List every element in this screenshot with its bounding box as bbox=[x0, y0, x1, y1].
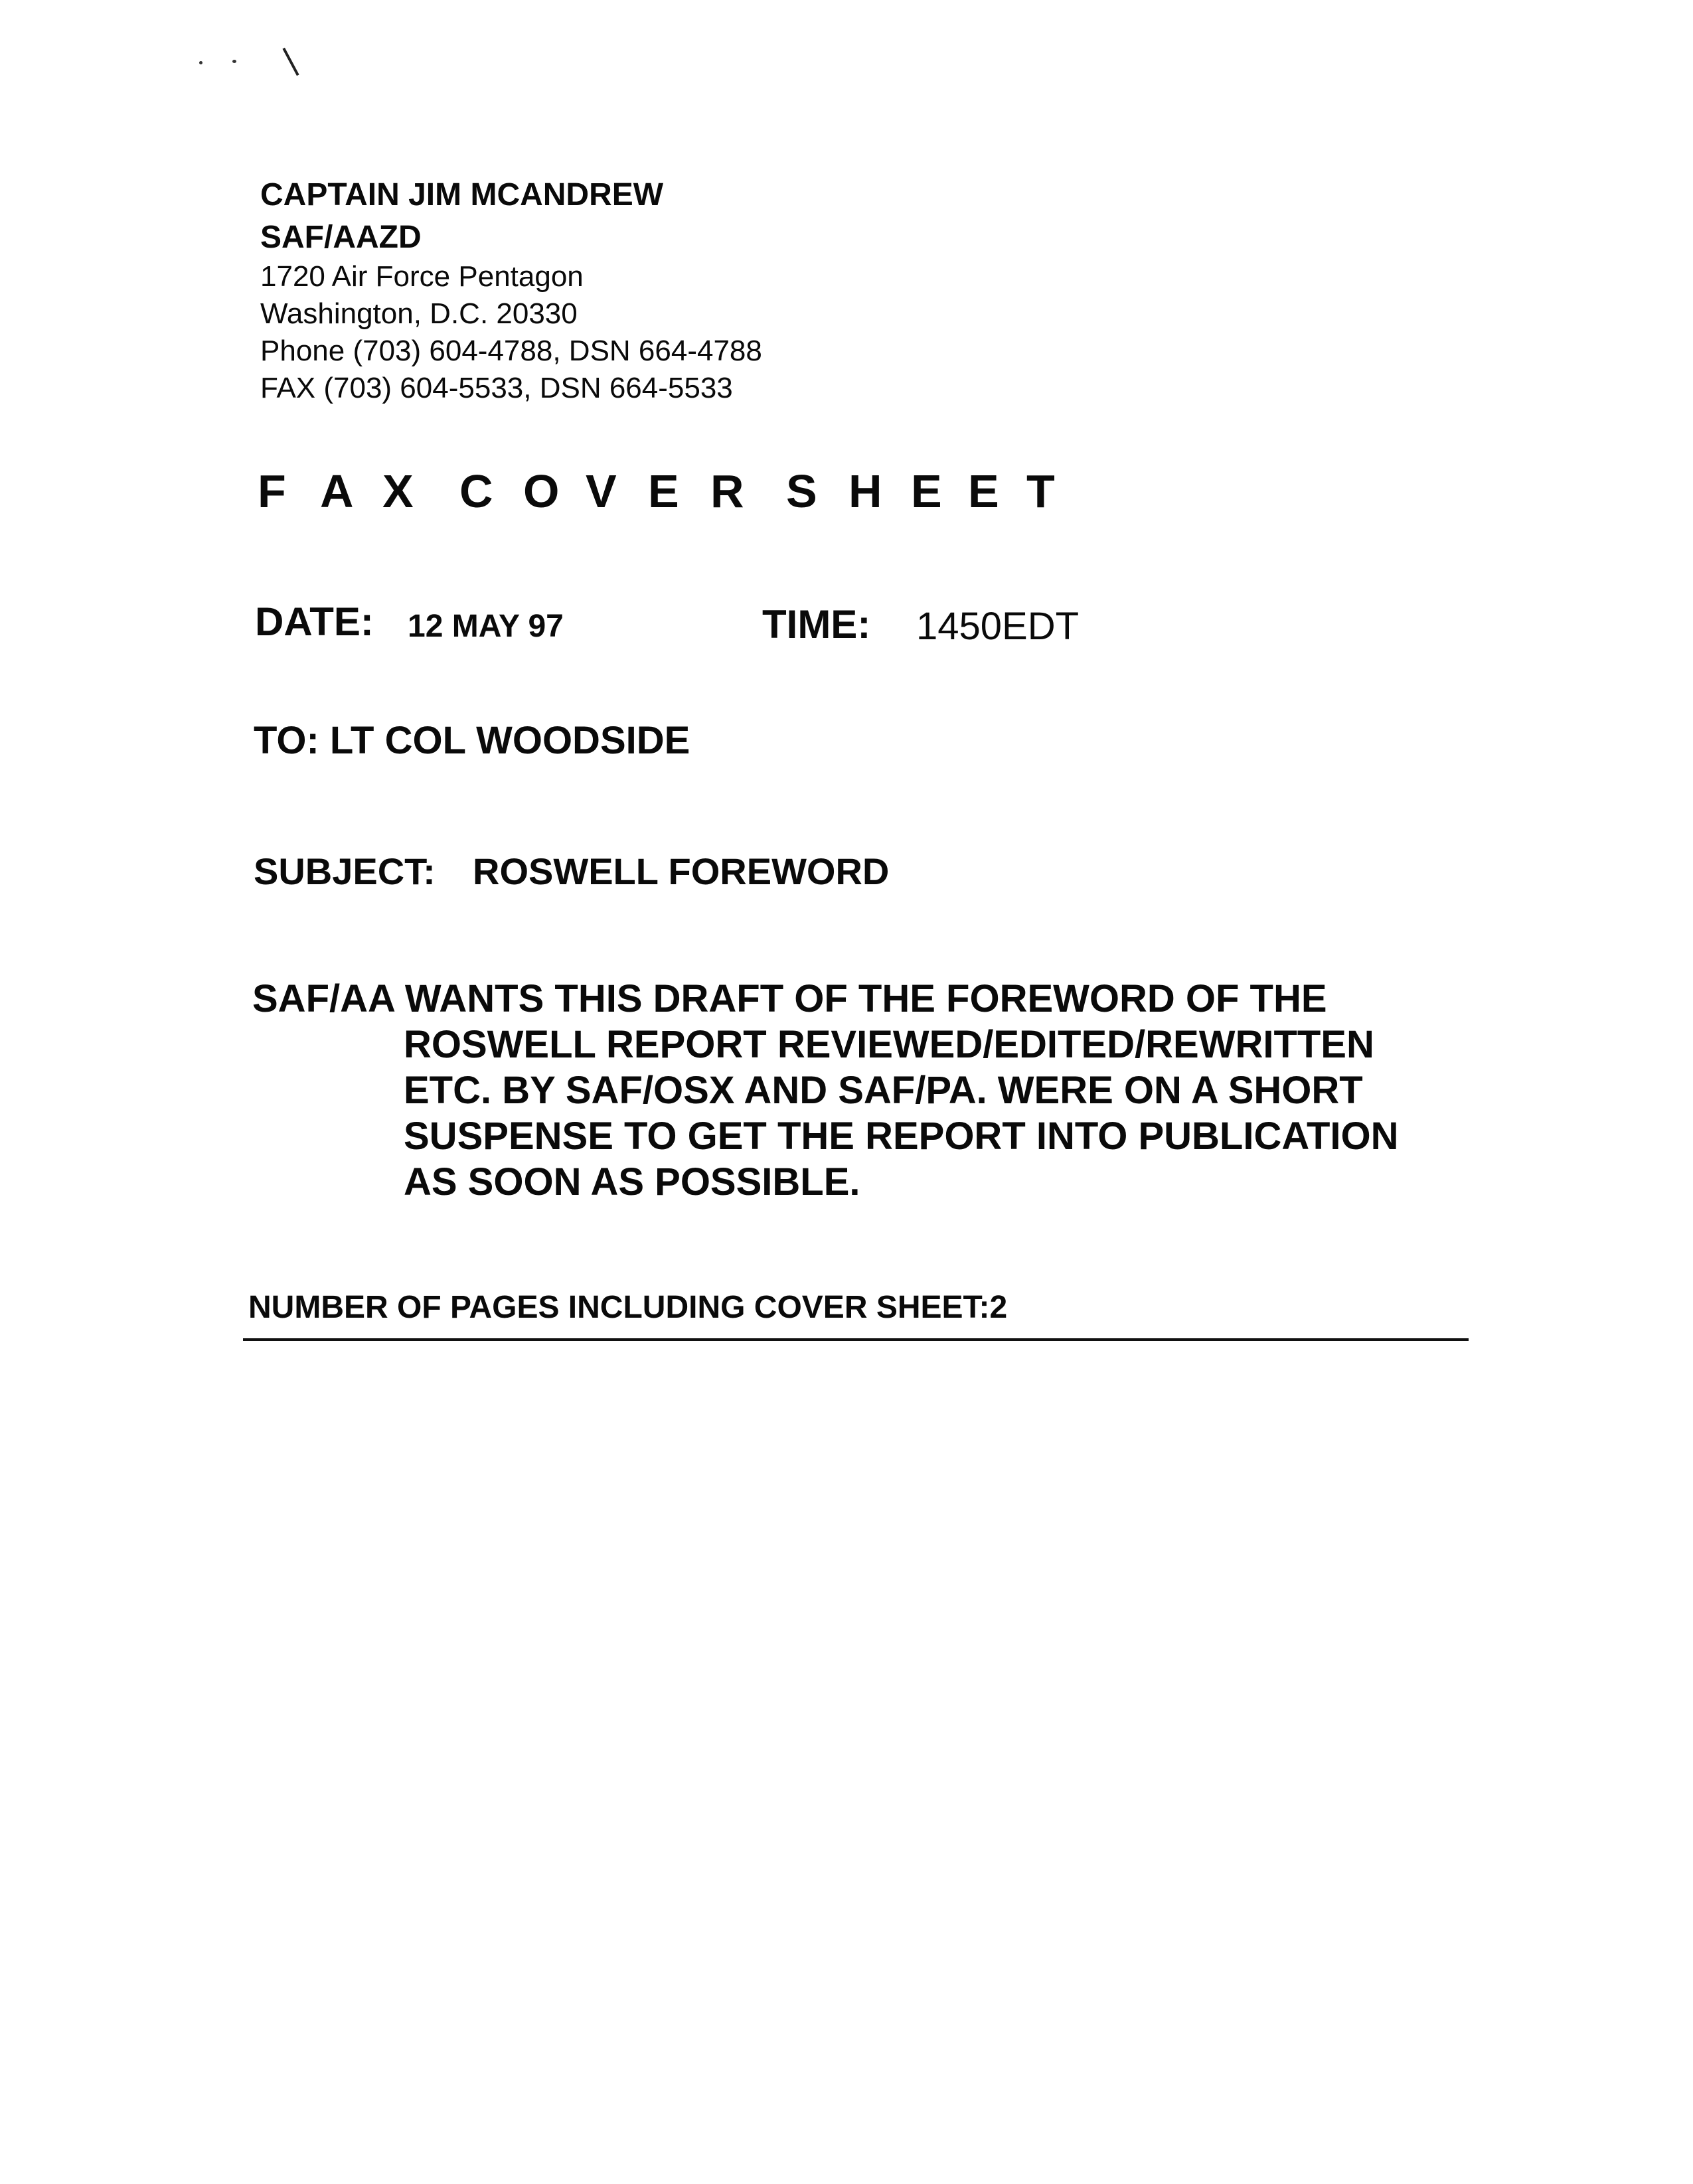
page-count: NUMBER OF PAGES INCLUDING COVER SHEET:2 bbox=[248, 1290, 1008, 1325]
date-label: DATE: bbox=[255, 599, 374, 644]
message-line: ROSWELL REPORT REVIEWED/EDITED/REWRITTEN bbox=[404, 1023, 1374, 1066]
scan-speck bbox=[199, 61, 202, 64]
time-label: TIME: bbox=[762, 602, 871, 647]
title-letter: A bbox=[320, 465, 354, 517]
title-letter: O bbox=[523, 465, 560, 517]
sender-name: CAPTAIN JIM MCANDREW bbox=[260, 177, 664, 212]
message-line: SAF/AA WANTS THIS DRAFT OF THE FOREWORD OF THE bbox=[252, 977, 1327, 1020]
sender-address-line1: 1720 Air Force Pentagon bbox=[260, 260, 584, 293]
title-letter: E bbox=[968, 465, 999, 517]
title-letter: E bbox=[648, 465, 679, 517]
title-letter: C bbox=[459, 465, 493, 517]
date-value: 12 MAY 97 bbox=[408, 609, 564, 644]
subject-value: ROSWELL FOREWORD bbox=[473, 850, 890, 892]
subject-label: SUBJECT: bbox=[254, 850, 436, 892]
sender-address-line2: Washington, D.C. 20330 bbox=[260, 297, 578, 330]
title-letter: H bbox=[848, 465, 882, 517]
time-value: 1450EDT bbox=[916, 605, 1080, 648]
sender-fax: FAX (703) 604-5533, DSN 664-5533 bbox=[260, 372, 733, 404]
scan-speck bbox=[232, 60, 236, 63]
title-letter: S bbox=[786, 465, 817, 517]
message-line: ETC. BY SAF/OSX AND SAF/PA. WERE ON A SHORT bbox=[404, 1069, 1363, 1112]
message-line: AS SOON AS POSSIBLE. bbox=[404, 1160, 860, 1204]
divider-line bbox=[243, 1338, 1469, 1341]
scan-mark bbox=[282, 48, 299, 76]
message-body bbox=[252, 976, 1514, 1205]
title-letter: R bbox=[710, 465, 744, 517]
recipient: TO: LT COL WOODSIDE bbox=[254, 719, 690, 762]
title-letter: X bbox=[382, 465, 414, 517]
title-letter: T bbox=[1026, 465, 1055, 517]
message-line: SUSPENSE TO GET THE REPORT INTO PUBLICATION bbox=[404, 1115, 1399, 1158]
sender-office: SAF/AAZD bbox=[260, 220, 422, 255]
sender-phone: Phone (703) 604-4788, DSN 664-4788 bbox=[260, 335, 762, 367]
title-letter: F bbox=[258, 465, 286, 517]
title-letter: E bbox=[911, 465, 942, 517]
title-letter: V bbox=[586, 465, 617, 517]
